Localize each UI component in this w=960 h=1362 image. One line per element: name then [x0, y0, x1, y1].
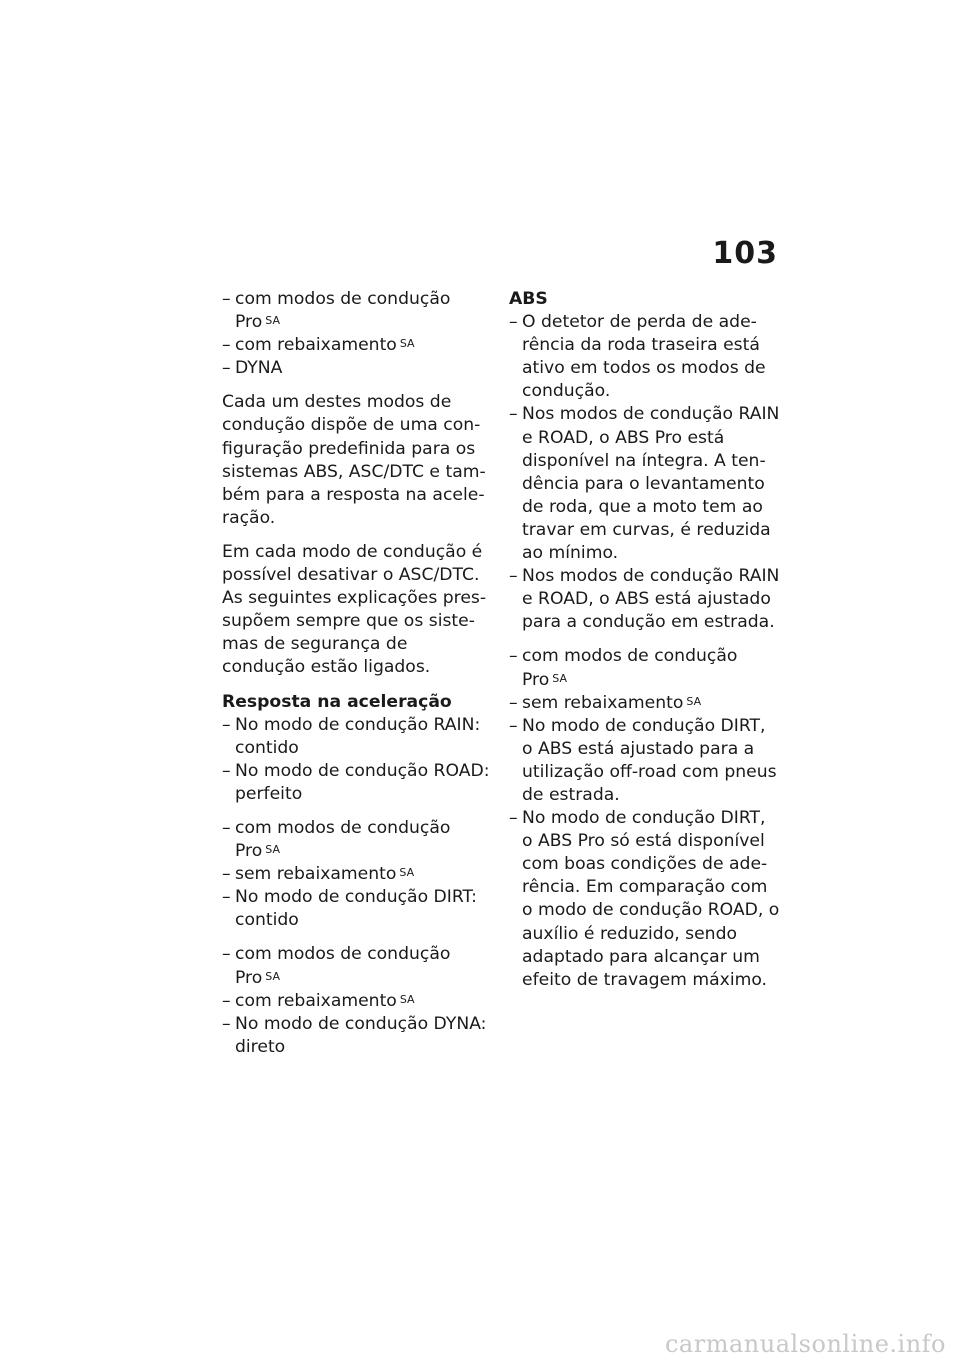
left-column: [222, 288, 494, 1070]
list-item: – com rebaixamento $^{SA}$: [222, 334, 494, 357]
paragraph: Cada um destes modos de condução dispõe de uma configuração predefinida para os sistemas ABS, ASC/DTC e também para a resposta na aceleração.: [222, 392, 486, 528]
list-item: – No modo de condução ROAD: perfeito: [222, 760, 494, 806]
left-list-1: [222, 288, 494, 380]
list-item: – No modo de condução DYNA: direto: [222, 1013, 494, 1059]
list-item: – com modos de condução Pro $^{SA}$: [509, 645, 781, 691]
list-item: – sem rebaixamento $^{SA}$: [509, 692, 781, 715]
watermark: carmanualsonline.info: [664, 1330, 946, 1358]
left-list-3: [222, 817, 494, 932]
list-item: – No modo de condução RAIN: contido: [222, 714, 494, 760]
list-item: – No modo de condução DIRT, o ABS Pro só está disponível com boas condições de aderência. Em comparação com o modo de condução ROAD, o auxílio é reduzido, sendo adaptado para alcançar um efeito de travagem máximo.: [509, 807, 781, 992]
list-item: – com modos de condução Pro $^{SA}$: [222, 943, 494, 989]
list-item: – No modo de condução DIRT: contido: [222, 886, 494, 932]
list-item: – Nos modos de condução RAIN e ROAD, o ABS está ajustado para a condução em estrada.: [509, 565, 781, 634]
left-list-2: [222, 714, 494, 806]
right-list-2: [509, 645, 781, 991]
section-heading: ABS: [509, 289, 548, 309]
list-item: – O detetor de perda de aderência da roda traseira está ativo em todos os modos de condução.: [509, 311, 781, 403]
list-item: – DYNA: [222, 357, 494, 380]
right-list-1: [509, 311, 781, 634]
right-column: [509, 288, 781, 1003]
list-item: – No modo de condução DIRT, o ABS está ajustado para a utilização off-road com pneus de estrada.: [509, 715, 781, 807]
section-heading: Resposta na aceleração: [222, 691, 452, 712]
list-item: – com rebaixamento $^{SA}$: [222, 990, 494, 1013]
list-item: – com modos de condução Pro $^{SA}$: [222, 288, 494, 334]
list-item: – Nos modos de condução RAIN e ROAD, o ABS Pro está disponível na íntegra. A tendência para o levantamento de roda, que a moto tem ao travar em curvas, é reduzida ao mínimo.: [509, 403, 781, 565]
list-item: – sem rebaixamento $^{SA}$: [222, 863, 494, 886]
list-item: – com modos de condução Pro $^{SA}$: [222, 817, 494, 863]
page-number: 103: [712, 236, 778, 271]
left-list-4: [222, 943, 494, 1058]
paragraph: Em cada modo de condução é possível desativar o ASC/DTC. As seguintes explicações pressupõem sempre que os sistemas de segurança de condução estão ligados.: [222, 541, 487, 678]
